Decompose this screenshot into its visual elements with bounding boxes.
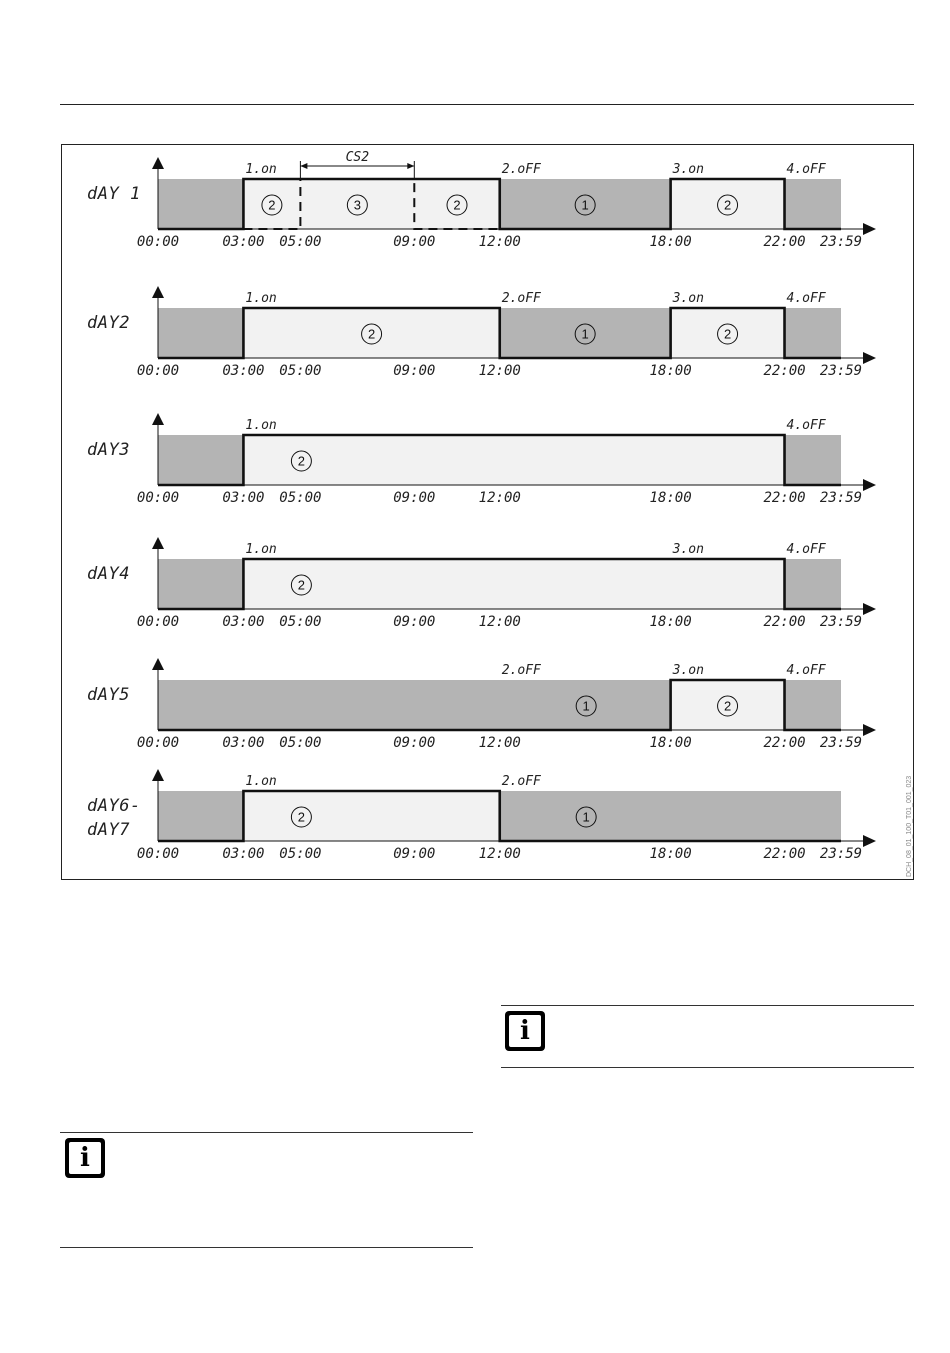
time-axis-arrow [863,835,876,847]
time-tick-label: 03:00 [222,234,265,250]
event-label: 1.on [245,418,277,433]
time-tick-label: 23:59 [819,363,863,379]
schedule-band [243,791,499,841]
time-tick-label: 12:00 [478,614,521,630]
mode-marker-number: 2 [723,326,732,342]
mode-marker-number: 2 [723,698,732,714]
time-tick-label: 22:00 [763,490,806,506]
schedule-band [158,680,671,730]
event-label: 4.oFF [786,663,826,678]
event-label: 2.oFF [501,162,541,177]
time-tick-label: 00:00 [136,614,180,630]
note-rule-top-left [60,1132,473,1133]
time-tick-label: 05:00 [279,234,322,250]
time-tick-label: 09:00 [393,614,436,630]
state-axis-arrow [152,286,164,298]
time-tick-label: 05:00 [279,846,322,862]
time-tick-label: 23:59 [819,846,863,862]
event-label: 2.oFF [501,291,541,306]
time-tick-label: 22:00 [763,846,806,862]
time-tick-label: 18:00 [649,614,692,630]
day-label: dAY5 [87,685,130,705]
time-tick-label: 00:00 [136,490,180,506]
time-tick-label: 22:00 [763,614,806,630]
event-label: 2.oFF [501,774,541,789]
time-tick-label: 18:00 [649,234,692,250]
schedule-band [785,559,841,609]
note-rule-bottom-left [60,1247,473,1248]
day-label: dAY7 [87,820,130,840]
time-tick-label: 05:00 [279,363,322,379]
event-label: 4.oFF [786,418,826,433]
time-tick-label: 09:00 [393,490,436,506]
info-icon: i [65,1138,105,1178]
schedule-band [158,559,243,609]
schedule-band [158,791,243,841]
time-axis-arrow [863,352,876,364]
time-tick-label: 00:00 [136,363,180,379]
time-tick-label: 00:00 [136,234,180,250]
event-label: 4.oFF [786,291,826,306]
event-label: 1.on [245,542,277,557]
time-tick-label: 03:00 [222,490,265,506]
note-rule-top-right [501,1005,914,1006]
mode-marker-number: 1 [582,698,590,714]
time-tick-label: 09:00 [393,846,436,862]
event-label: 4.oFF [786,162,826,177]
time-tick-label: 12:00 [478,846,521,862]
schedule-band [158,435,243,485]
mode-marker-number: 1 [581,326,589,342]
time-tick-label: 05:00 [279,735,322,751]
info-icon: i [505,1011,545,1051]
time-tick-label: 18:00 [649,846,692,862]
note-rule-bottom-right [501,1067,914,1068]
day-label: dAY6- [87,796,141,816]
mode-marker-number: 2 [268,197,276,213]
schedule-band [158,179,243,229]
event-label: 3.on [672,542,704,557]
time-tick-label: 22:00 [763,735,806,751]
time-tick-label: 09:00 [393,735,436,751]
time-tick-label: 03:00 [222,735,265,751]
event-label: 1.on [245,774,277,789]
state-axis-arrow [152,413,164,425]
state-axis-arrow [152,537,164,549]
schedule-band [243,435,784,485]
time-tick-label: 03:00 [222,614,265,630]
schedule-band [785,680,841,730]
reference-code: DCH_08_01_100_T01_001_023 [906,775,913,877]
mode-marker-number: 2 [297,809,306,825]
schedule-band [785,435,841,485]
time-tick-label: 18:00 [649,735,692,751]
time-tick-label: 23:59 [819,234,863,250]
mode-marker-number: 3 [353,197,361,213]
time-tick-label: 23:59 [819,735,863,751]
time-axis-arrow [863,223,876,235]
time-tick-label: 05:00 [279,614,322,630]
time-tick-label: 12:00 [478,490,521,506]
event-label: 3.on [672,663,704,678]
time-tick-label: 00:00 [136,735,180,751]
time-tick-label: 22:00 [763,234,806,250]
schedule-band [785,179,841,229]
time-tick-label: 12:00 [478,363,521,379]
mode-marker-number: 2 [297,577,306,593]
time-tick-label: 22:00 [763,363,806,379]
state-axis-arrow [152,769,164,781]
schedule-band [158,308,243,358]
schedule-band [243,559,784,609]
event-label: 3.on [672,162,704,177]
mode-marker-number: 2 [297,453,306,469]
time-tick-label: 09:00 [393,234,436,250]
time-tick-label: 23:59 [819,614,863,630]
event-label: 4.oFF [786,542,826,557]
event-label: 1.on [245,291,277,306]
day-label: dAY4 [87,564,130,584]
mode-marker-number: 2 [453,197,461,213]
event-label: 1.on [245,162,277,177]
time-tick-label: 03:00 [222,363,265,379]
event-label: 3.on [672,291,704,306]
cs2-label: CS2 [345,150,370,165]
mode-marker-number: 2 [723,197,732,213]
state-axis-arrow [152,658,164,670]
schedule-band [785,308,841,358]
time-tick-label: 03:00 [222,846,265,862]
time-tick-label: 12:00 [478,735,521,751]
time-axis-arrow [863,603,876,615]
day-label: dAY 1 [87,184,141,204]
schedule-band [500,791,841,841]
mode-marker-number: 1 [582,809,590,825]
time-tick-label: 18:00 [649,490,692,506]
time-tick-label: 05:00 [279,490,322,506]
time-tick-label: 00:00 [136,846,180,862]
time-axis-arrow [863,724,876,736]
day-label: dAY2 [87,313,130,333]
mode-marker-number: 2 [367,326,376,342]
time-tick-label: 12:00 [478,234,521,250]
mode-marker-number: 1 [581,197,589,213]
time-tick-label: 18:00 [649,363,692,379]
time-tick-label: 23:59 [819,490,863,506]
day-label: dAY3 [87,440,130,460]
event-label: 2.oFF [501,663,541,678]
state-axis-arrow [152,157,164,169]
time-tick-label: 09:00 [393,363,436,379]
time-axis-arrow [863,479,876,491]
